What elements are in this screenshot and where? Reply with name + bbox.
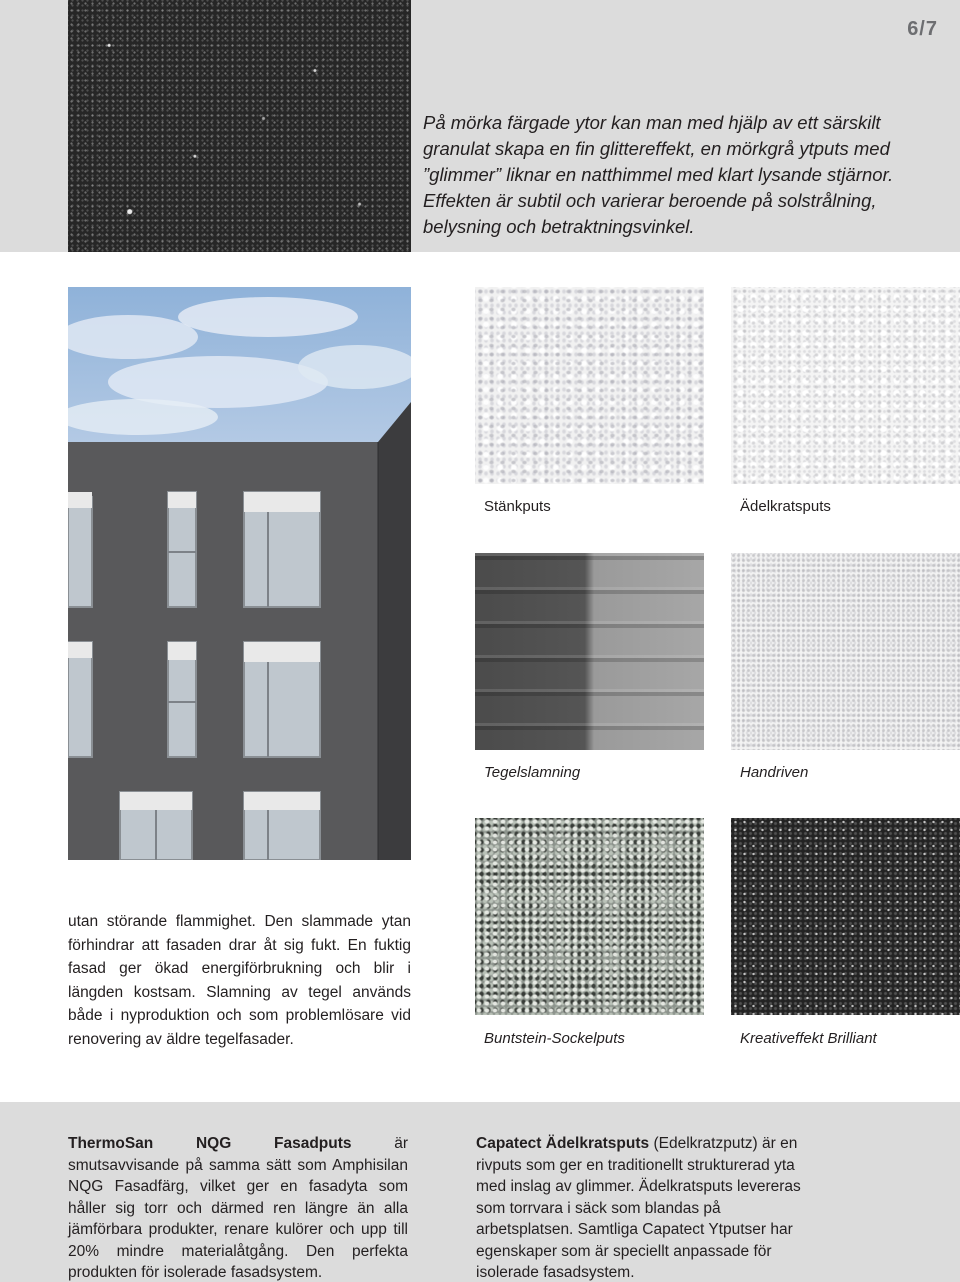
swatch-label: Stänkputs xyxy=(484,498,551,515)
swatch-kreativeffekt-brilliant xyxy=(731,818,960,1015)
swatch-tegelslamning xyxy=(475,553,704,750)
thermosan-description: är smutsavvisande på samma sätt som Amphisilan NQG Fasadfärg, vilket ger en fasadyta som håller sig torr och därmed ren längre än alla jämförbara produkter, renare kulörer och upp till 20% mindre materialåtgång. Den perfekta produkten för isolerade fasadsystem. xyxy=(68,1135,409,1281)
capatect-paragraph xyxy=(476,1133,816,1282)
capatect-description: (Edelkratzputz) är en rivputs som ger en traditionellt strukturerad yta med inslag av glimmer. Ädelkratsputs levereras som torrvara i säck som blandas på arbetsplatsen. Samtliga Capatect Ytputser har egenskaper som är speciellt anpassade för isolerade fasadsystem. xyxy=(476,1135,801,1281)
swatch-adelkratsputs xyxy=(731,287,960,484)
swatch-handriven xyxy=(731,553,960,750)
slamning-paragraph: utan störande flammighet. Den slammade ytan förhindrar att fasaden drar åt sig fukt. En fuktig fasad ger ökad energiförbrukning och blir i längden kostsam. Slamning av tegel används både i nyproduktion och som problemlösare vid renovering av äldre tegelfasader. xyxy=(68,913,411,1048)
intro-text: På mörka färgade ytor kan man med hjälp av ett särskilt granulat skapa en fin glittereffekt, en mörkgrå ytputs med ”glimmer” liknar en natthimmel med klart lysande stjärnor. Effekten är subtil och varierar beroende på solstrålning, belysning och betraktningsvinkel. xyxy=(423,112,894,237)
swatch-buntstein-sockelputs xyxy=(475,818,704,1015)
building-photo xyxy=(68,287,411,860)
page-number: 6/7 xyxy=(907,18,938,40)
swatch-label: Tegelslamning xyxy=(484,764,581,781)
swatch-label: Ädelkratsputs xyxy=(740,498,831,515)
thermosan-product-name: ThermoSan NQG Fasadputs xyxy=(68,1135,352,1152)
thermosan-paragraph xyxy=(68,1133,408,1282)
swatch-label: Buntstein-Sockelputs xyxy=(484,1030,625,1047)
swatch-label: Handriven xyxy=(740,764,809,781)
capatect-product-name: Capatect Ädelkratsputs xyxy=(476,1135,650,1152)
glitter-facade-photo xyxy=(68,0,411,252)
swatch-label: Kreativeffekt Brilliant xyxy=(740,1030,877,1047)
swatch-stankputs xyxy=(475,287,704,484)
